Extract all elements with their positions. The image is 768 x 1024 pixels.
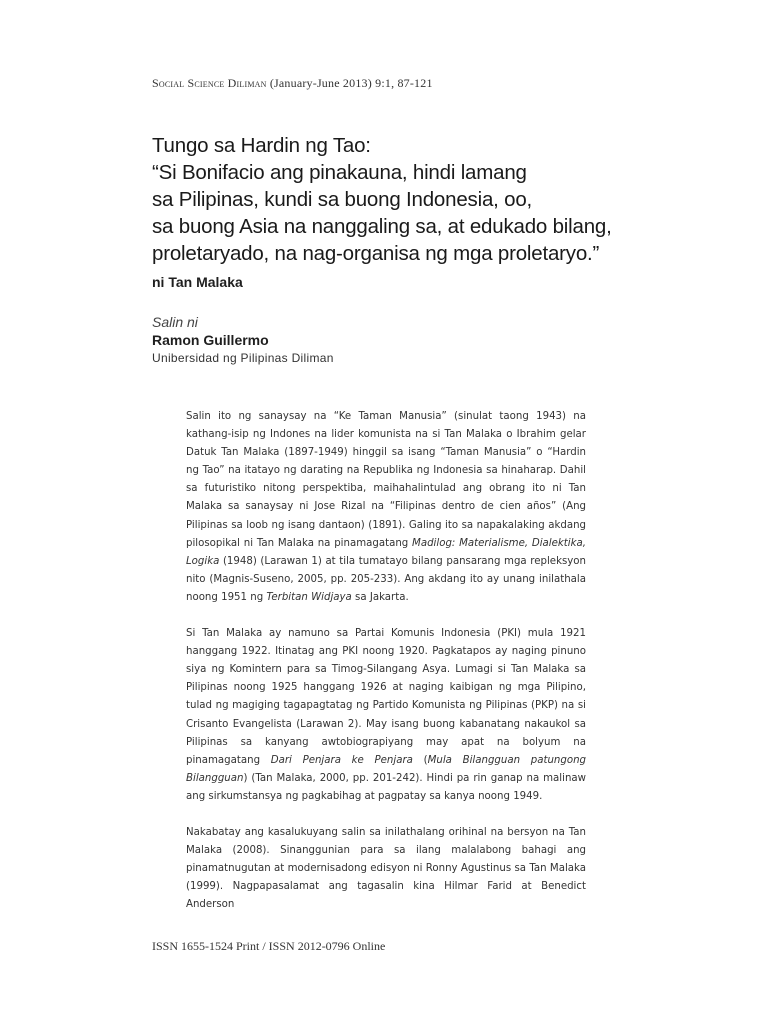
title-line-1: Tungo sa Hardin ng Tao: bbox=[152, 134, 371, 157]
running-head bbox=[152, 76, 433, 91]
paragraph-1-part-b: (1948) (Larawan 1) at tila tumatayo bilang pansarang mga repleksyon nito (Magnis-Suseno, 2005, pp. 205-233). Ang akdang ito ay unang inilathala noong 1951 ng bbox=[186, 555, 586, 603]
translator-name: Ramon Guillermo bbox=[152, 332, 269, 348]
body-text bbox=[186, 408, 586, 932]
title-line-3: sa Pilipinas, kundi sa buong Indonesia, oo, bbox=[152, 188, 533, 211]
article-title bbox=[152, 132, 732, 267]
book-title-translation: Mula Bilangguan patungong Bilangguan bbox=[186, 754, 586, 784]
journal-issue: (January-June 2013) 9:1, 87-121 bbox=[269, 76, 433, 90]
title-line-2: “Si Bonifacio ang pinakauna, hindi lamang bbox=[152, 161, 527, 184]
paragraph-2-part-a: Si Tan Malaka ay namuno sa Partai Komunis Indonesia (PKI) mula 1921 hanggang 1922. Itinatag ang PKI noong 1920. Pagkatapos ay naging pinuno siya ng Komintern para sa Timog-Silangang Asya. Lumagi si Tan Malaka sa Pilipinas noong 1925 hanggang 1926 at naging kaibigan ng mga Pilipino, tulad ng magiging tagapagtatag ng Partido Komunista ng Pilipinas (PKP) na si Crisanto Evangelista (Larawan 2). May isang buong kabanatang nakaukol sa Pilipinas sa kanyang awtobiograpiyang may apat na bolyum na pinamagatang bbox=[186, 628, 586, 766]
issn-footer: ISSN 1655-1524 Print / ISSN 2012-0796 Online bbox=[152, 939, 386, 953]
author-byline: ni Tan Malaka bbox=[152, 274, 243, 290]
paragraph-1-part-a: Salin ito ng sanaysay na “Ke Taman Manusia” (sinulat taong 1943) na kathang-isip ng Indones na lider komunista na si Tan Malaka o Ibrahim gelar Datuk Tan Malaka (1897-1949) hinggil sa isang “Taman Manusia” o “Hardin ng Tao” na itatayo ng darating na Republika ng Indonesia sa hinaharap. Dahil sa futuristiko nitong perspektiba, maihahalintulad ang obrang ito ni Tan Malaka sa sanaysay ni Jose Rizal na “Filipinas dentro de cien años” (Ang Pilipinas sa loob ng isang dantaon) (1891). Galing ito sa napakalaking akdang pilosopikal ni Tan Malaka na pinamagatang bbox=[186, 411, 586, 549]
book-title-dari-penjara: Dari Penjara ke Penjara bbox=[270, 754, 413, 766]
paragraph-2-part-b: ( bbox=[412, 754, 428, 766]
title-line-4: sa buong Asia na nanggaling sa, at edukado bilang, bbox=[152, 215, 612, 238]
paragraph-2-part-c: ) (Tan Malaka, 2000, pp. 201-242). Hindi pa rin ganap na malinaw ang sirkumstansya ng pagkabihag at pagpatay sa kanya noong 1949. bbox=[186, 772, 586, 802]
journal-name: Social Science Diliman bbox=[152, 76, 267, 90]
paragraph-1-part-c: sa Jakarta. bbox=[351, 591, 409, 603]
translator-affiliation: Unibersidad ng Pilipinas Diliman bbox=[152, 351, 334, 365]
title-line-5: proletaryado, na nag-organisa ng mga proletaryo.” bbox=[152, 242, 600, 265]
paragraph-1 bbox=[186, 408, 586, 607]
paragraph-3: Nakabatay ang kasalukuyang salin sa inilathalang orihinal na bersyon na Tan Malaka (2008). Sinanggunian para sa ilang malalabong bahagi ang pinamatnugutan at modernisadong edisyon ni Ronny Agustinus sa Tan Malaka (1999). Nagpapasalamat ang tagasalin kina Hilmar Farid at Benedict Anderson bbox=[186, 826, 586, 911]
paragraph-2 bbox=[186, 625, 586, 806]
publisher-name: Terbitan Widjaya bbox=[266, 591, 352, 603]
book-title-madilog: Madilog: Materialisme, Dialektika, Logika bbox=[186, 537, 586, 567]
translation-label: Salin ni bbox=[152, 314, 198, 330]
